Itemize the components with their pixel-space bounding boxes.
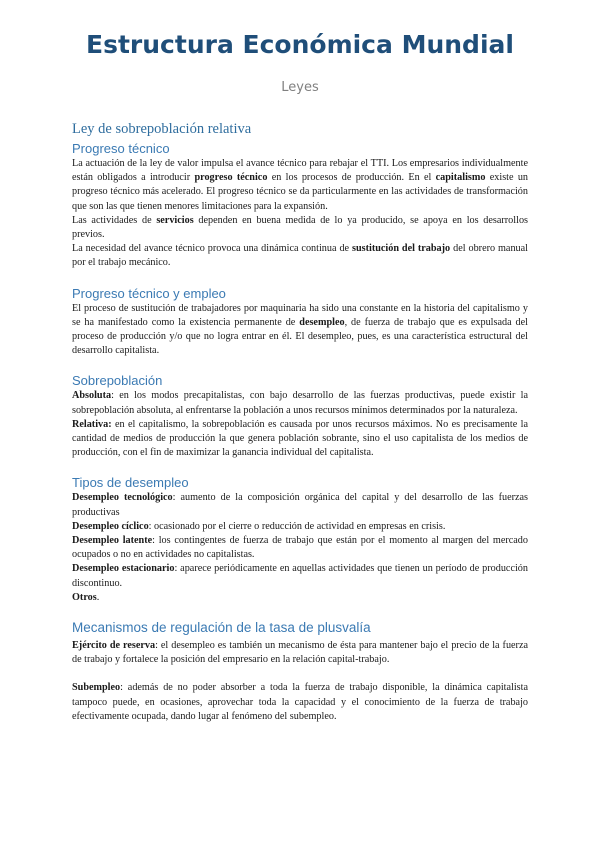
subheading-progreso-tecnico-empleo: Progreso técnico y empleo xyxy=(72,285,226,301)
document-body xyxy=(72,121,528,724)
paragraph: La necesidad del avance técnico provoca una dinámica continua de sustitución del trabajo del obrero manual por el trabajo mecánico. xyxy=(72,243,528,269)
subheading-tipos-desempleo: Tipos de desempleo xyxy=(72,475,189,491)
document-subtitle: Leyes xyxy=(281,80,319,95)
paragraph: Ejército de reserva: el desempleo es también un mecanismo de ésta para mantener bajo el precio de la fuerza de trabajo y fortalece la posición del empresario en la relación capital-trabajo. xyxy=(72,640,528,666)
paragraph: La actuación de la ley de valor impulsa el avance técnico para rebajar el TTI. Los empresarios individualmente están obligados a introducir progreso técnico en los procesos de producción. En el capitalismo existe un progreso técnico más acelerado. El progreso técnico se da particularmente en las actividades de transformación que son las que tienen menores limitaciones para la expansión. xyxy=(72,158,529,212)
section-heading-sobrepoblacion-relativa: Ley de sobrepoblación relativa xyxy=(72,121,252,137)
subheading-sobrepoblacion: Sobrepoblación xyxy=(72,373,163,389)
paragraph: El proceso de sustitución de trabajadores por maquinaria ha sido una constante en la historia del capitalismo y se ha manifestado como la existencia permanente de desempleo, de fuerza de trabajo que es expulsada del proceso de producción y/o que no logra entrar en él. El desempleo, pues, es una característica estructural del desarrollo capitalista. xyxy=(72,302,528,357)
paragraph: Las actividades de servicios dependen en buena medida de lo ya producido, se apoya en los desarrollos previos. xyxy=(72,214,528,241)
document-title: Estructura Económica Mundial xyxy=(86,30,514,59)
subheading-mecanismos-regulacion: Mecanismos de regulación de la tasa de plusvalía xyxy=(72,620,371,636)
paragraph: Desempleo tecnológico: aumento de la composición orgánica del capital y del desarrollo de las fuerzas productivas xyxy=(72,492,528,518)
paragraph: Desempleo estacionario: aparece periódicamente en aquellas actividades que tienen un período de producción discontinuo. xyxy=(72,563,528,589)
subheading-progreso-tecnico: Progreso técnico xyxy=(72,141,170,156)
paragraph: Relativa: en el capitalismo, la sobrepoblación es causada por unos recursos máximos. No es precisamente la cantidad de medios de producción la que genera población sobrante, sino el uso capitalista de los medios de producción, con el fin de maximizar la ganancia individual del capitalista. xyxy=(72,418,528,459)
paragraph: Absoluta: en los modos precapitalistas, con bajo desarrollo de las fuerzas productivas, puede existir la sobrepoblación absoluta, al enfrentarse la población a unos recursos mínimos determinados por la naturaleza. xyxy=(72,390,528,416)
paragraph: Otros. xyxy=(72,591,100,603)
paragraph: Desempleo cíclico: ocasionado por el cierre o reducción de actividad en empresas en crisis. xyxy=(72,520,446,532)
paragraph: Desempleo latente: los contingentes de fuerza de trabajo que están por el momento al margen del mercado ocupados o no en actividades no capitalistas. xyxy=(72,535,528,561)
paragraph: Subempleo: además de no poder absorber a toda la fuerza de trabajo disponible, la dinámica capitalista tampoco puede, en ocasiones, aprovechar toda la capacidad y el conocimiento de la fuerza de trabajo efectivamente ocupada, dando lugar al fenómeno del subempleo. xyxy=(72,682,528,722)
